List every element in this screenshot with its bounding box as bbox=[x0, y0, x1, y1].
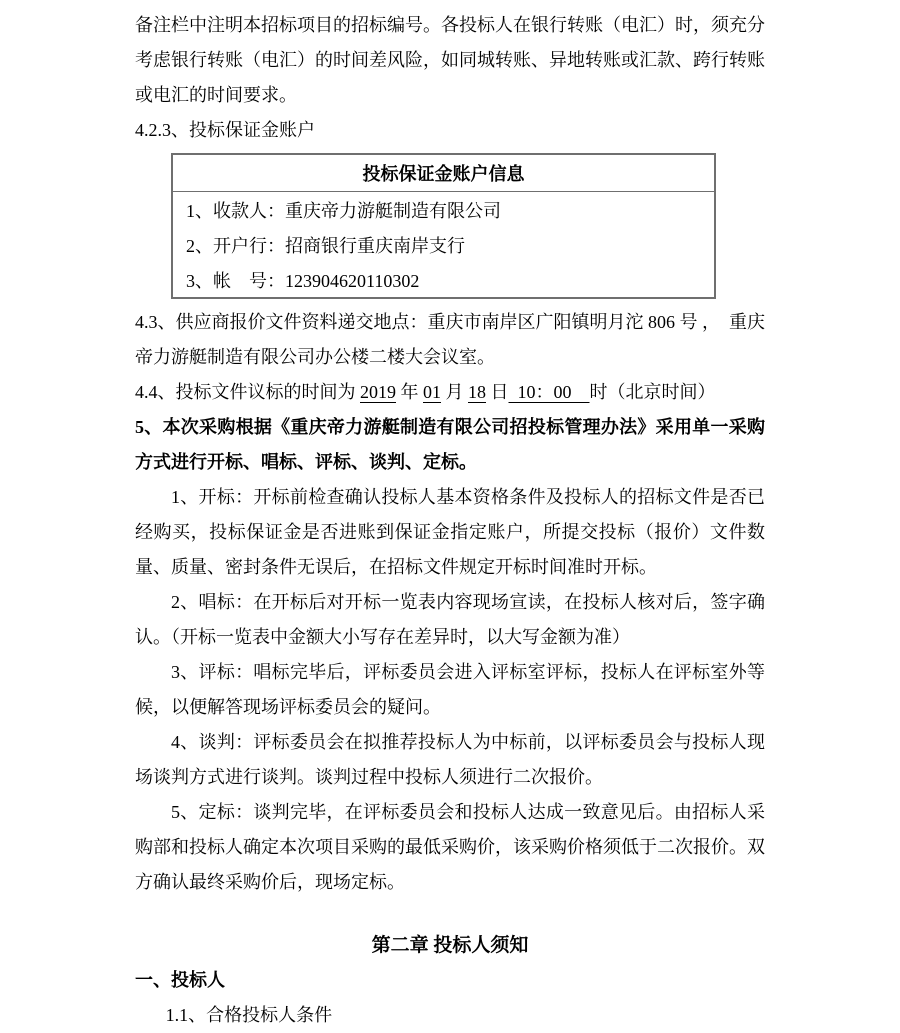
deposit-table-account-number: 3、帐 号：123904620110302 bbox=[186, 270, 420, 291]
step-3-bid-evaluation: 3、评标：唱标完毕后，评标委员会进入评标室评标，投标人在评标室外等候，以便解答现场评标委员会的疑问。 bbox=[135, 662, 765, 717]
bid-time-month: 01 bbox=[423, 382, 441, 402]
bid-time-month-label: 月 bbox=[441, 382, 468, 402]
paragraph-5-procurement-method: 5、本次采购根据《重庆帝力游艇制造有限公司招投标管理办法》采用单一采购方式进行开标、唱标、评标、谈判、定标。 bbox=[135, 417, 765, 472]
heading-1-1-qualified-bidder: 1.1、合格投标人条件 bbox=[165, 1005, 333, 1025]
deposit-table-bank: 2、开户行：招商银行重庆南岸支行 bbox=[186, 235, 465, 256]
deposit-table-title: 投标保证金账户信息 bbox=[172, 154, 715, 192]
heading-4-2-3-deposit-account: 4.2.3、投标保证金账户 bbox=[135, 120, 315, 140]
paragraph-wire-transfer-note: 备注栏中注明本招标项目的招标编号。各投标人在银行转账（电汇）时，须充分考虑银行转账（电汇）的时间差风险，如同城转账、异地转账或汇款、跨行转账或电汇的时间要求。 bbox=[135, 15, 765, 105]
chapter-2-heading: 第二章 投标人须知 bbox=[371, 935, 529, 956]
bid-time-suffix: 时（北京时间） bbox=[589, 382, 716, 402]
bid-time-prefix: 4.4、投标文件议标的时间为 bbox=[135, 382, 360, 402]
table-row bbox=[172, 227, 715, 262]
paragraph-4-4-bid-time bbox=[135, 375, 765, 410]
deposit-table-payee: 1、收款人：重庆帝力游艇制造有限公司 bbox=[186, 200, 501, 221]
table-row bbox=[172, 192, 715, 228]
bid-time-year-label: 年 bbox=[396, 382, 423, 402]
step-5-award-decision: 5、定标：谈判完毕，在评标委员会和投标人达成一致意见后。由招标人采购部和投标人确定本次项目采购的最低采购价，该采购价格须低于二次报价。双方确认最终采购价后，现场定标。 bbox=[135, 802, 765, 892]
step-2-bid-announcement: 2、唱标：在开标后对开标一览表内容现场宣读，在投标人核对后，签字确认。（开标一览表中金额大小写存在差异时，以大写金额为准） bbox=[135, 592, 765, 647]
step-1-bid-opening: 1、开标：开标前检查确认投标人基本资格条件及投标人的招标文件是否已经购买，投标保证金是否进账到保证金指定账户，所提交投标（报价）文件数量、质量、密封条件无误后，在招标文件规定开标时间准时开标。 bbox=[135, 487, 765, 577]
table-row bbox=[172, 262, 715, 298]
bid-time-day-label: 日 bbox=[486, 382, 509, 402]
deposit-table-header-row bbox=[172, 154, 715, 192]
heading-section-1-bidder: 一、投标人 bbox=[135, 970, 225, 990]
bid-time-day: 18 bbox=[468, 382, 486, 402]
step-4-negotiation: 4、谈判：评标委员会在拟推荐投标人为中标前，以评标委员会与投标人现场谈判方式进行谈判。谈判过程中投标人须进行二次报价。 bbox=[135, 732, 765, 787]
bid-time-hour: 10：00 bbox=[508, 382, 590, 402]
deposit-account-table bbox=[171, 153, 716, 299]
paragraph-4-3-delivery-address: 4.3、供应商报价文件资料递交地点：重庆市南岸区广阳镇明月沱 806 号 ， 重庆帝力游艇制造有限公司办公楼二楼大会议室。 bbox=[135, 312, 765, 367]
bid-time-year: 2019 bbox=[360, 382, 396, 402]
